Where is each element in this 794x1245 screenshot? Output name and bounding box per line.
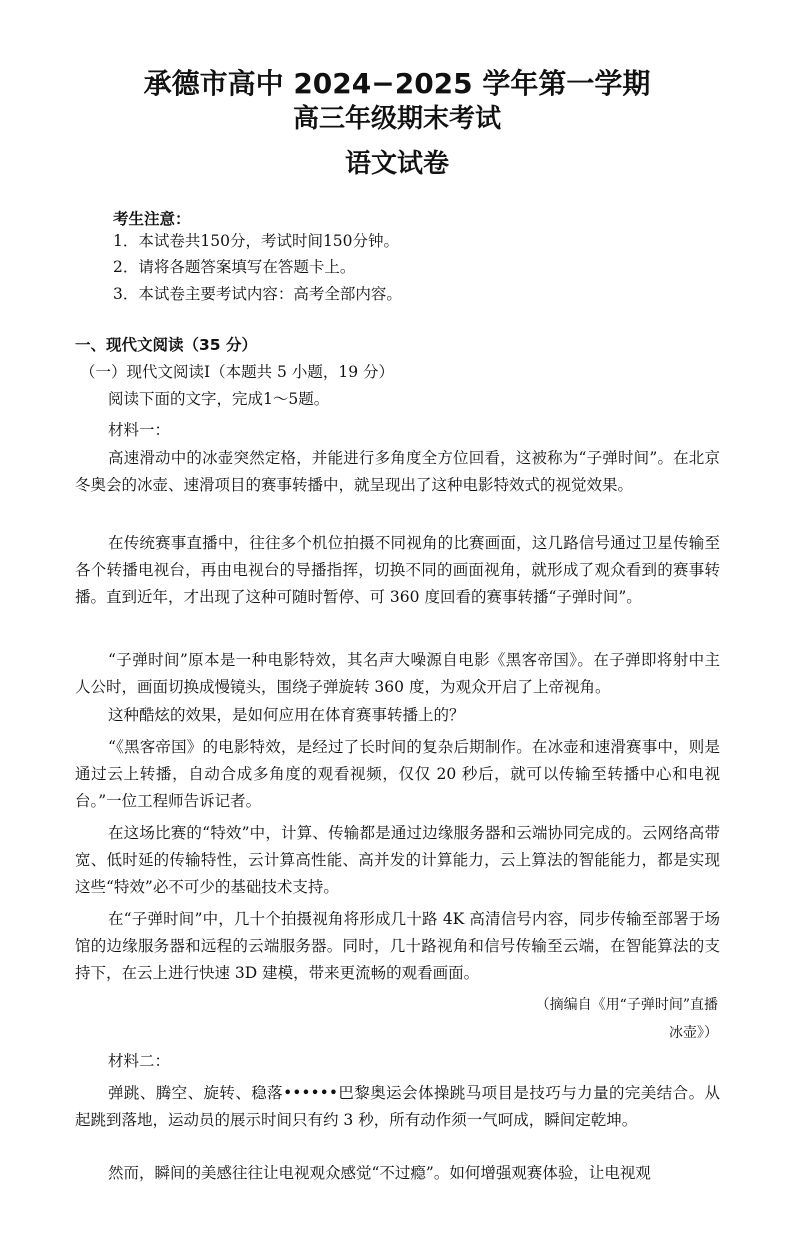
material1-paragraph: 高速滑动中的冰壶突然定格，并能进行多角度全方位回看，这被称为“子弹时间”。在北京冬奥会的冰壶、速滑项目的赛事转播中，就呈现出了这种电影特效式的视觉效果。 (75, 449, 720, 494)
notice-item-3: 3．本试卷主要考试内容：高考全部内容。 (113, 285, 402, 303)
material1-source-line1: （摘编自《用“子弹时间”直播 (535, 997, 718, 1013)
material1-paragraph: “子弹时间”原本是一种电影特效，其名声大噪源自电影《黑客帝国》。在子弹即将射中主人公时，画面切换成慢镜头，围绕子弹旋转 360 度，为观众开启了上帝视角。 (75, 651, 720, 696)
section-title: 一、现代文阅读（35 分） (75, 336, 257, 354)
material2-paragraph: 然而，瞬间的美感往往让电视观众感觉“不过瘾”。如何增强观赛体验，让电视观 (108, 1164, 651, 1182)
section-subtitle: （一）现代文阅读Ⅰ（本题共 5 小题，19 分） (80, 363, 394, 381)
notice-item-2: 2．请将各题答案填写在答题卡上。 (113, 258, 356, 276)
material1-paragraph: 在这场比赛的“特效”中，计算、传输都是通过边缘服务器和云端协同完成的。云网络高带宽、低时延的传输特性，云计算高性能、高并发的计算能力，云上算法的智能能力，都是实现这些“特效”必不可少的基础技术支持。 (75, 824, 720, 896)
material1-paragraph: 这种酷炫的效果，是如何应用在体育赛事转播上的？ (108, 706, 465, 724)
notice-item-1: 1．本试卷共150分，考试时间150分钟。 (113, 232, 400, 250)
material1-source-line2: 冰壶》） (669, 1025, 718, 1041)
section-instruction: 阅读下面的文字，完成1～5题。 (108, 390, 330, 408)
exam-title-subject: 语文试卷 (344, 149, 449, 179)
material1-paragraph: 在“子弹时间”中，几十个拍摄视角将形成几十路 4K 高清信号内容，同步传输至部署于场馆的边缘服务器和远程的云端服务器。同时，几十路视角和信号传输至云端，在智能算法的支持下，在云上进行快速 3D 建模，带来更流畅的观看画面。 (75, 910, 720, 982)
material1-label: 材料一： (108, 421, 171, 439)
material1-paragraph: “《黑客帝国》的电影特效，是经过了长时间的复杂后期制作。在冰壶和速滑赛事中，则是通过云上转播，自动合成多角度的观看视频，仅仅 20 秒后，就可以传输至转播中心和电视台。”一位工程师告诉记者。 (75, 738, 720, 810)
notice-title: 考生注意： (113, 210, 191, 228)
exam-title-line2: 高三年级期末考试 (292, 104, 501, 134)
exam-title-line1: 承德市高中 2024−2025 学年第一学期 (143, 67, 651, 100)
material1-paragraph: 在传统赛事直播中，往往多个机位拍摄不同视角的比赛画面，这几路信号通过卫星传输至各个转播电视台，再由电视台的导播指挥，切换不同的画面视角，就形成了观众看到的赛事转播。直到近年，才出现了这种可随时暂停、可 360 度回看的赛事转播“子弹时间”。 (75, 534, 720, 606)
material2-label: 材料二： (108, 1052, 171, 1070)
material2-paragraph: 弹跳、腾空、旋转、稳落••••••巴黎奥运会体操跳马项目是技巧与力量的完美结合。从起跳到落地，运动员的展示时间只有约 3 秒，所有动作须一气呵成，瞬间定乾坤。 (75, 1084, 720, 1129)
